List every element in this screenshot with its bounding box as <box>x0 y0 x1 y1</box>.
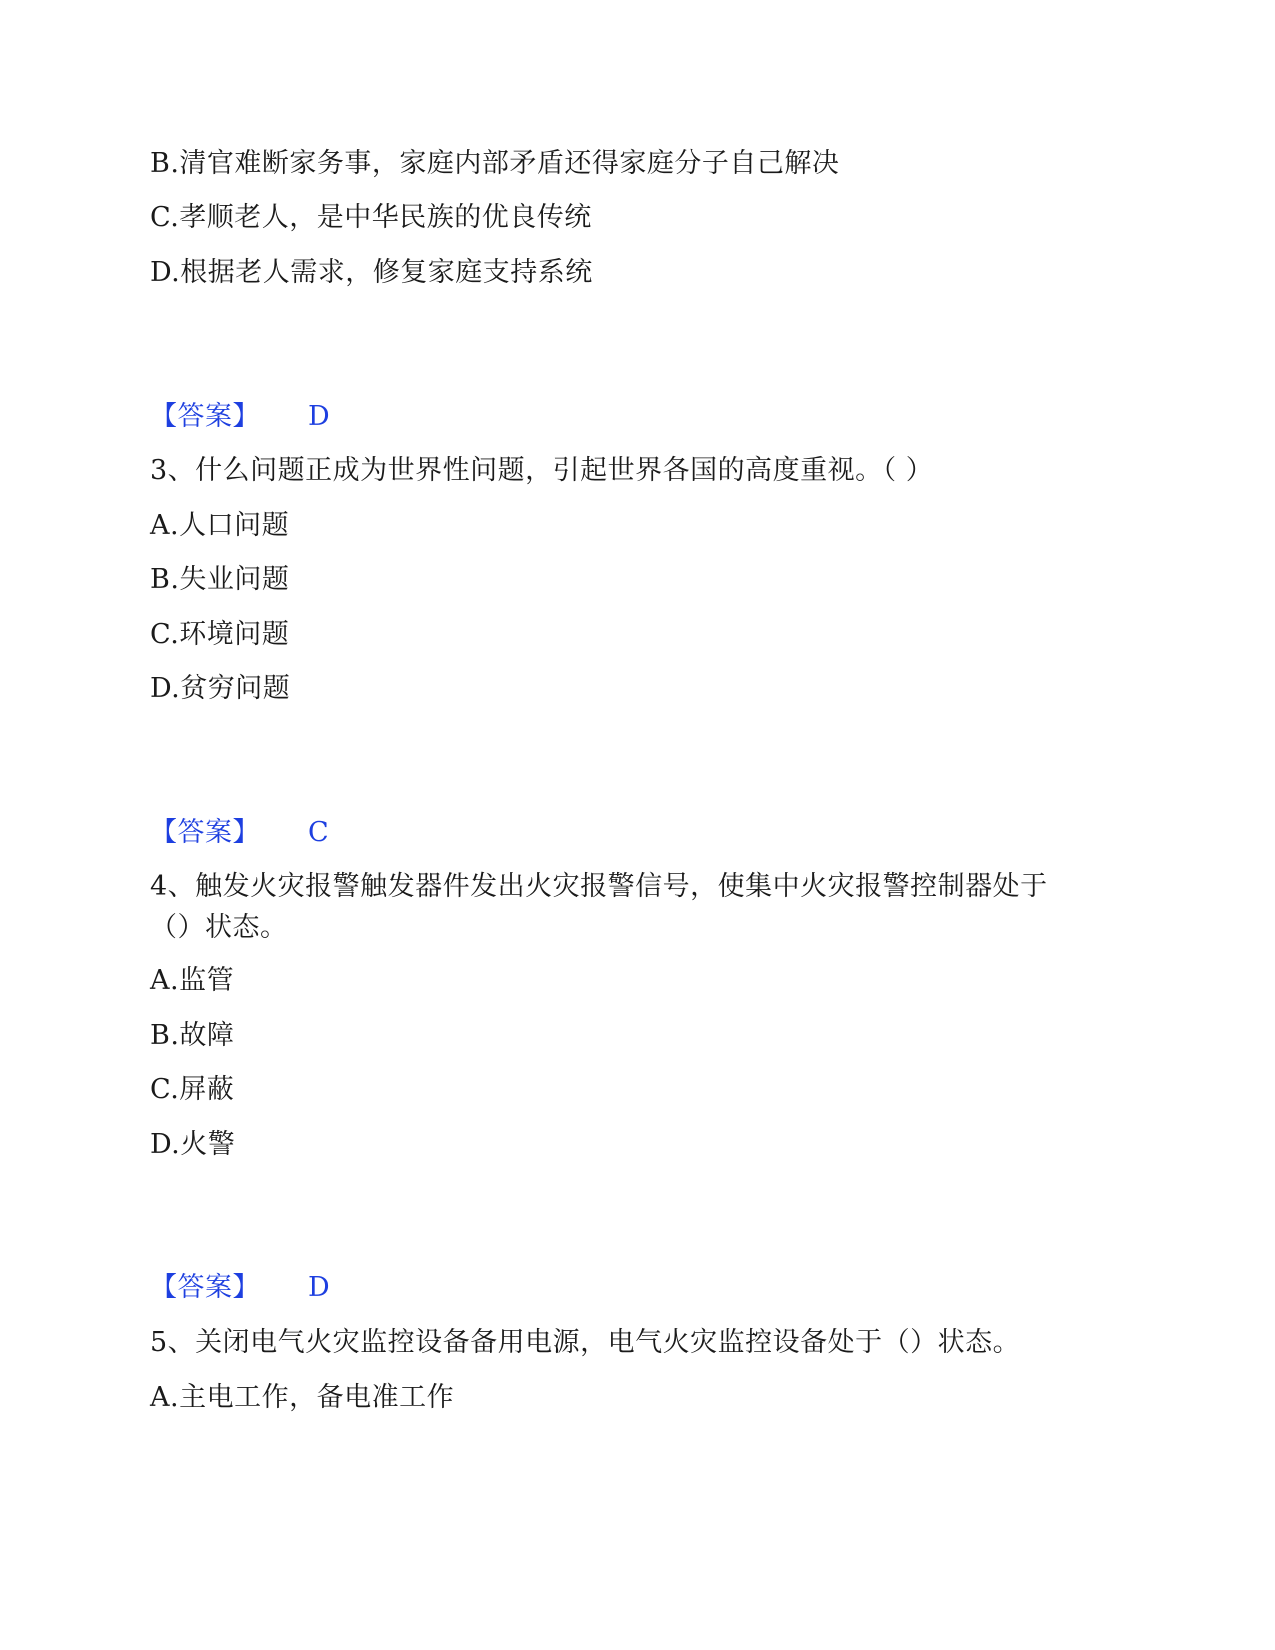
answer-value: D <box>308 1272 331 1303</box>
answer-label: 【答案】 <box>150 1272 260 1303</box>
answer-label: 【答案】 <box>150 401 260 432</box>
option-d-q2: D.根据老人需求，修复家庭支持系统 <box>150 257 593 288</box>
question-4-text-line1: 4、触发火灾报警触发器件发出火灾报警信号，使集中火灾报警控制器处于 <box>150 871 1048 902</box>
option-c-q2: C.孝顺老人，是中华民族的优良传统 <box>150 202 592 233</box>
question-4-text-line2: （）状态。 <box>150 912 288 943</box>
option-a-q4: A.监管 <box>150 965 235 996</box>
answer-label: 【答案】 <box>150 817 260 848</box>
option-a-q3: A.人口问题 <box>150 510 290 541</box>
question-3-text: 3、什么问题正成为世界性问题，引起世界各国的高度重视。（ ） <box>150 455 934 486</box>
option-b-q3: B.失业问题 <box>150 564 290 595</box>
answer-row-q2 <box>150 399 330 435</box>
option-c-q3: C.环境问题 <box>150 619 290 650</box>
answer-value: C <box>308 817 330 848</box>
answer-row-q4 <box>150 1270 330 1306</box>
answer-row-q3 <box>150 815 329 851</box>
option-d-q3: D.贫穷问题 <box>150 673 291 704</box>
answer-value: D <box>308 401 331 432</box>
option-b-q2: B.清官难断家务事，家庭内部矛盾还得家庭分子自己解决 <box>150 148 840 179</box>
option-c-q4: C.屏蔽 <box>150 1074 235 1105</box>
question-5-text: 5、关闭电气火灾监控设备备用电源，电气火灾监控设备处于（）状态。 <box>150 1327 1021 1358</box>
option-b-q4: B.故障 <box>150 1020 235 1051</box>
option-d-q4: D.火警 <box>150 1129 236 1160</box>
option-a-q5: A.主电工作，备电准工作 <box>150 1382 455 1413</box>
